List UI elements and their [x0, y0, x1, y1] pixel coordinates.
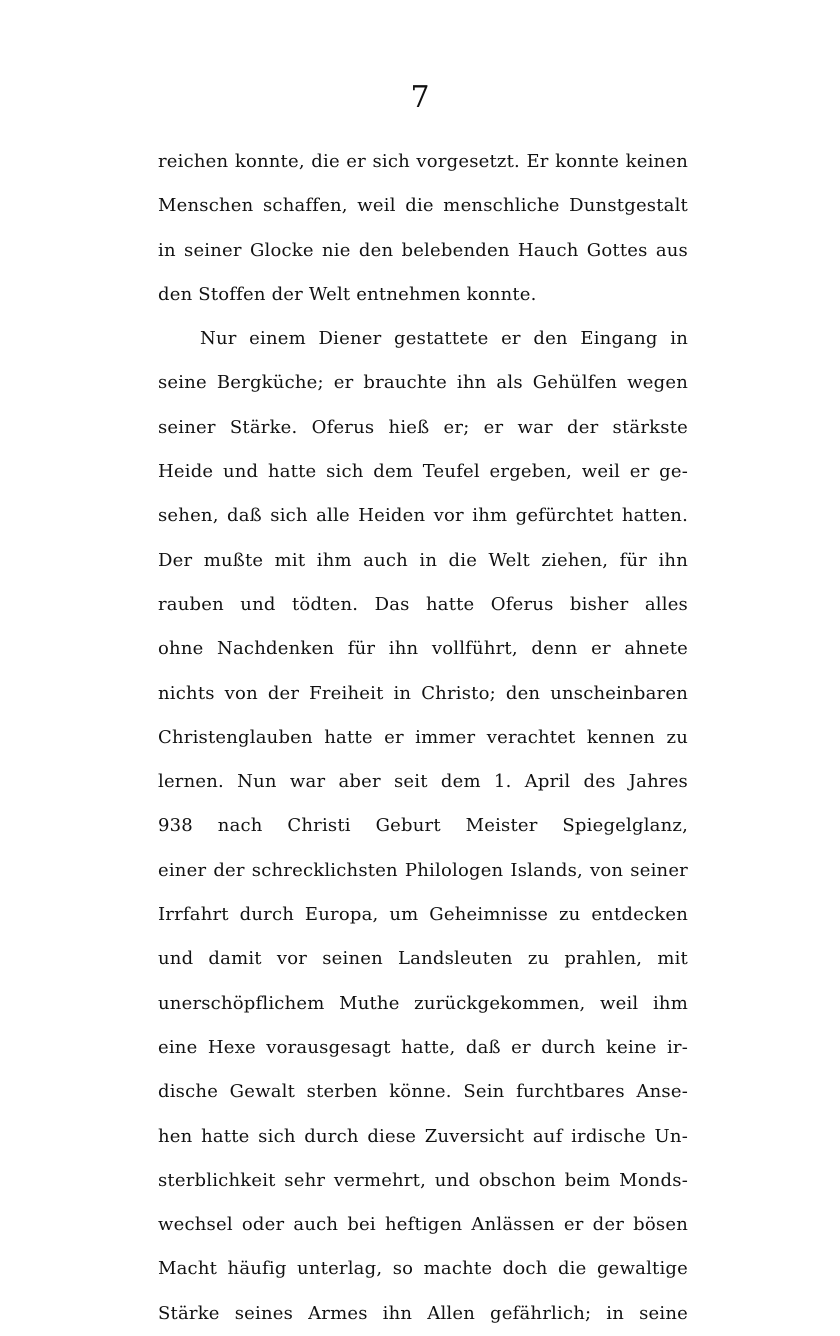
text-line: nichts von der Freiheit in Christo; den unscheinbaren — [158, 682, 688, 704]
text-line: reichen konnte, die er sich vorgesetzt. Er konnte keinen — [158, 151, 688, 172]
text-line: wechsel oder auch bei heftigen Anlässen er der bösen — [158, 1214, 688, 1236]
body-text — [158, 140, 688, 1336]
text-line: rauben und tödten. Das hatte Oferus bisher alles — [158, 593, 688, 615]
text-line: einer der schrecklichsten Philologen Islands, von seiner — [158, 859, 688, 881]
text-line: lernen. Nun war aber seit dem 1. April des Jahres — [158, 771, 688, 793]
text-line: 938 nach Christi Geburt Meister Spiegelglanz, — [158, 815, 688, 837]
page-number: 7 — [410, 80, 430, 115]
text-line: sterblichkeit sehr vermehrt, und obschon beim Monds- — [158, 1169, 688, 1191]
text-line: Nur einem Diener gestattete er den Eingang in — [200, 328, 688, 350]
text-line: Menschen schaffen, weil die menschliche Dunstgestalt — [158, 195, 688, 217]
text-line: hen hatte sich durch diese Zuversicht auf irdische Un- — [158, 1125, 688, 1147]
text-line: den Stoffen der Welt entnehmen konnte. — [158, 283, 537, 305]
text-line: Christenglauben hatte er immer verachtet kennen zu — [158, 726, 688, 748]
text-line: sehen, daß sich alle Heiden vor ihm gefürchtet hatten. — [158, 505, 688, 527]
text-line: in seiner Glocke nie den belebenden Hauch Gottes aus — [158, 239, 688, 261]
text-line: Irrfahrt durch Europa, um Geheimnisse zu entdecken — [158, 904, 688, 926]
text-line: Der mußte mit ihm auch in die Welt ziehen, für ihn — [158, 549, 688, 571]
text-line: und damit vor seinen Landsleuten zu prahlen, mit — [158, 948, 688, 970]
text-line: Macht häufig unterlag, so machte doch die gewaltige — [158, 1258, 688, 1280]
text-line: Heide und hatte sich dem Teufel ergeben, weil er ge- — [158, 461, 688, 483]
text-line: seiner Stärke. Oferus hieß er; er war der stärkste — [158, 416, 688, 438]
text-line: dische Gewalt sterben könne. Sein furchtbares Anse- — [158, 1081, 688, 1103]
text-line: Stärke seines Armes ihn Allen gefährlich; in seine — [158, 1302, 688, 1324]
text-line: unerschöpflichem Muthe zurückgekommen, weil ihm — [158, 992, 688, 1014]
text-line: eine Hexe vorausgesagt hatte, daß er durch keine ir- — [158, 1036, 688, 1058]
text-line: seine Bergküche; er brauchte ihn als Gehülfen wegen — [158, 372, 688, 394]
text-line: ohne Nachdenken für ihn vollführt, denn er ahnete — [158, 638, 688, 660]
